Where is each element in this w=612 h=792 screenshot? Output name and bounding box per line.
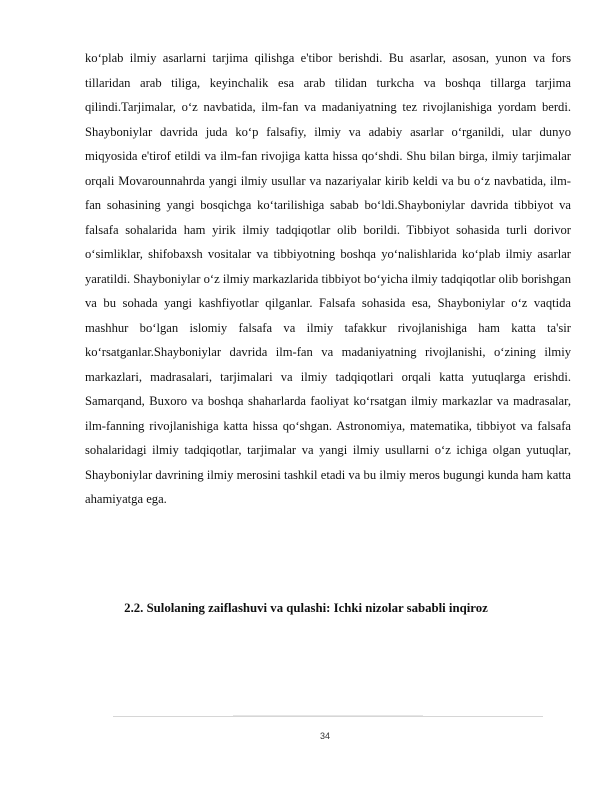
footer-divider: [113, 716, 543, 717]
page-number: 34: [319, 731, 330, 741]
body-paragraph: ko‘plab ilmiy asarlarni tarjima qilishga e'tibor berishdi. Bu asarlar, asosan, yunon va fors tillaridan arab tiliga, keyinchalik esa arab tilidan turkcha va boshqa tillarga tarjima qilindi.Tarjimalar, o‘z navbatida, ilm-fan va madaniyatning tez rivojlanishiga yordam berdi. Shayboniylar davrida juda ko‘p falsafiy, ilmiy va adabiy asarlar o‘rganildi, ular dunyo miqyosida e'tirof etildi va ilm-fan rivojiga katta hissa qo‘shdi. Shu bilan birga, ilmiy tarjimalar orqali Movarounnahrda yangi ilmiy usullar va nazariyalar kirib keldi va bu o‘z navbatida, ilm-fan sohasining yangi bosqichga ko‘tarilishiga sabab bo‘ldi.Shayboniylar davrida tibbiyot va falsafa sohalarida ham yirik ilmiy tadqiqotlar olib borildi. Tibbiyot sohasida turli dorivor o‘simliklar, shifobaxsh vositalar va tibbiyotning boshqa yo‘nalishlarida ko‘plab ilmiy asarlar yaratildi. Shayboniylar o‘z ilmiy markazlarida tibbiyot bo‘yicha ilmiy tadqiqotlar olib borishgan va bu sohada yangi kashfiyotlar qilganlar. Falsafa sohasida esa, Shayboniylar o‘z vaqtida mashhur bo‘lgan islomiy falsafa va ilmiy tafakkur rivojlanishiga ham katta ta'sir ko‘rsatganlar.Shayboniylar davrida ilm-fan va madaniyatning rivojlanishi, o‘zining ilmiy markazlari, madrasalari, tarjimalari va ilmiy tadqiqotlari orqali katta yutuqlarga erishdi. Samarqand, Buxoro va boshqa shaharlarda faoliyat ko‘rsatgan ilmiy markazlar va madrasalar, ilm-fanning rivojlanishiga katta hissa qo‘shgan. Astronomiya, matematika, tibbiyot va falsafa sohalaridagi ilmiy tadqiqotlar, tarjimalar va yangi ilmiy usullarni o‘z ichiga olgan yutuqlar, Shayboniylar davrining ilmiy merosini tashkil etadi va bu ilmiy meros bugungi kunda ham katta ahamiyatga ega.: [85, 51, 571, 506]
section-heading: 2.2. Sulolaning zaiflashuvi va qulashi: Ichki nizolar sababli inqiroz: [124, 601, 488, 615]
